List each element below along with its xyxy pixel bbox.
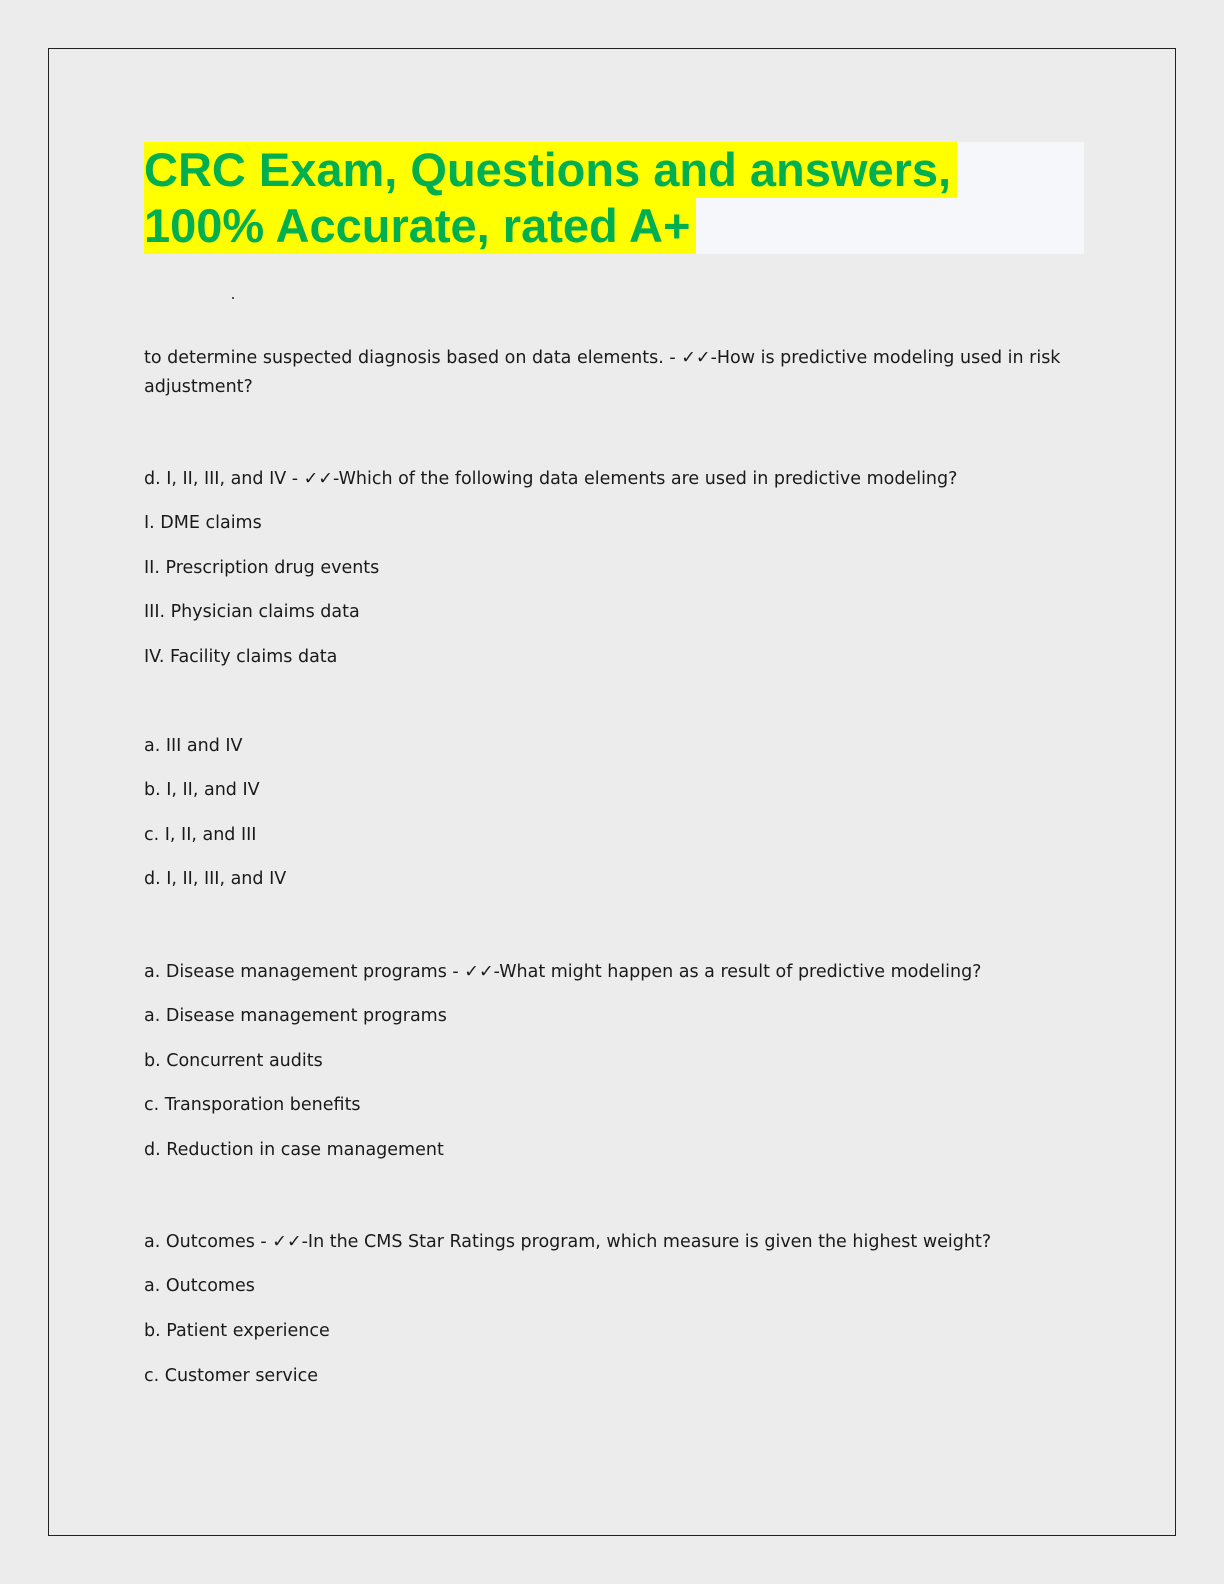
q2-list-item-3: III. Physician claims data <box>144 602 360 622</box>
q2-option-b: b. I, II, and IV <box>144 780 260 800</box>
q4-answer-question: a. Outcomes - ✓✓-In the CMS Star Ratings program, which measure is given the highest weight? <box>144 1232 992 1252</box>
q4-option-c: c. Customer service <box>144 1366 319 1386</box>
q2-answer-question: d. I, II, III, and IV - ✓✓-Which of the following data elements are used in predictive modeling? <box>144 469 958 489</box>
q2-list-item-4: IV. Facility claims data <box>144 647 338 667</box>
q3-option-c: c. Transporation benefits <box>144 1095 361 1115</box>
q3-option-b: b. Concurrent audits <box>144 1051 323 1071</box>
stray-dot <box>232 297 234 299</box>
q2-list-item-2: II. Prescription drug events <box>144 558 380 578</box>
q1-answer-question-line-2: adjustment? <box>144 377 253 397</box>
q3-option-d: d. Reduction in case management <box>144 1140 444 1160</box>
title-line-1: CRC Exam, Questions and answers, <box>144 142 957 198</box>
title-line-2: 100% Accurate, rated A+ <box>144 198 696 254</box>
q2-option-c: c. I, II, and III <box>144 825 257 845</box>
q4-option-a: a. Outcomes <box>144 1276 255 1296</box>
q2-option-d: d. I, II, III, and IV <box>144 869 287 889</box>
q1-answer-question-line-1: to determine suspected diagnosis based on data elements. - ✓✓-How is predictive modeling used in risk <box>144 348 1061 368</box>
q2-option-a: a. III and IV <box>144 736 243 756</box>
q3-answer-question: a. Disease management programs - ✓✓-What might happen as a result of predictive modeling? <box>144 962 982 982</box>
q2-list-item-1: I. DME claims <box>144 513 262 533</box>
document-title <box>144 142 1084 254</box>
q3-option-a: a. Disease management programs <box>144 1006 447 1026</box>
q4-option-b: b. Patient experience <box>144 1321 330 1341</box>
